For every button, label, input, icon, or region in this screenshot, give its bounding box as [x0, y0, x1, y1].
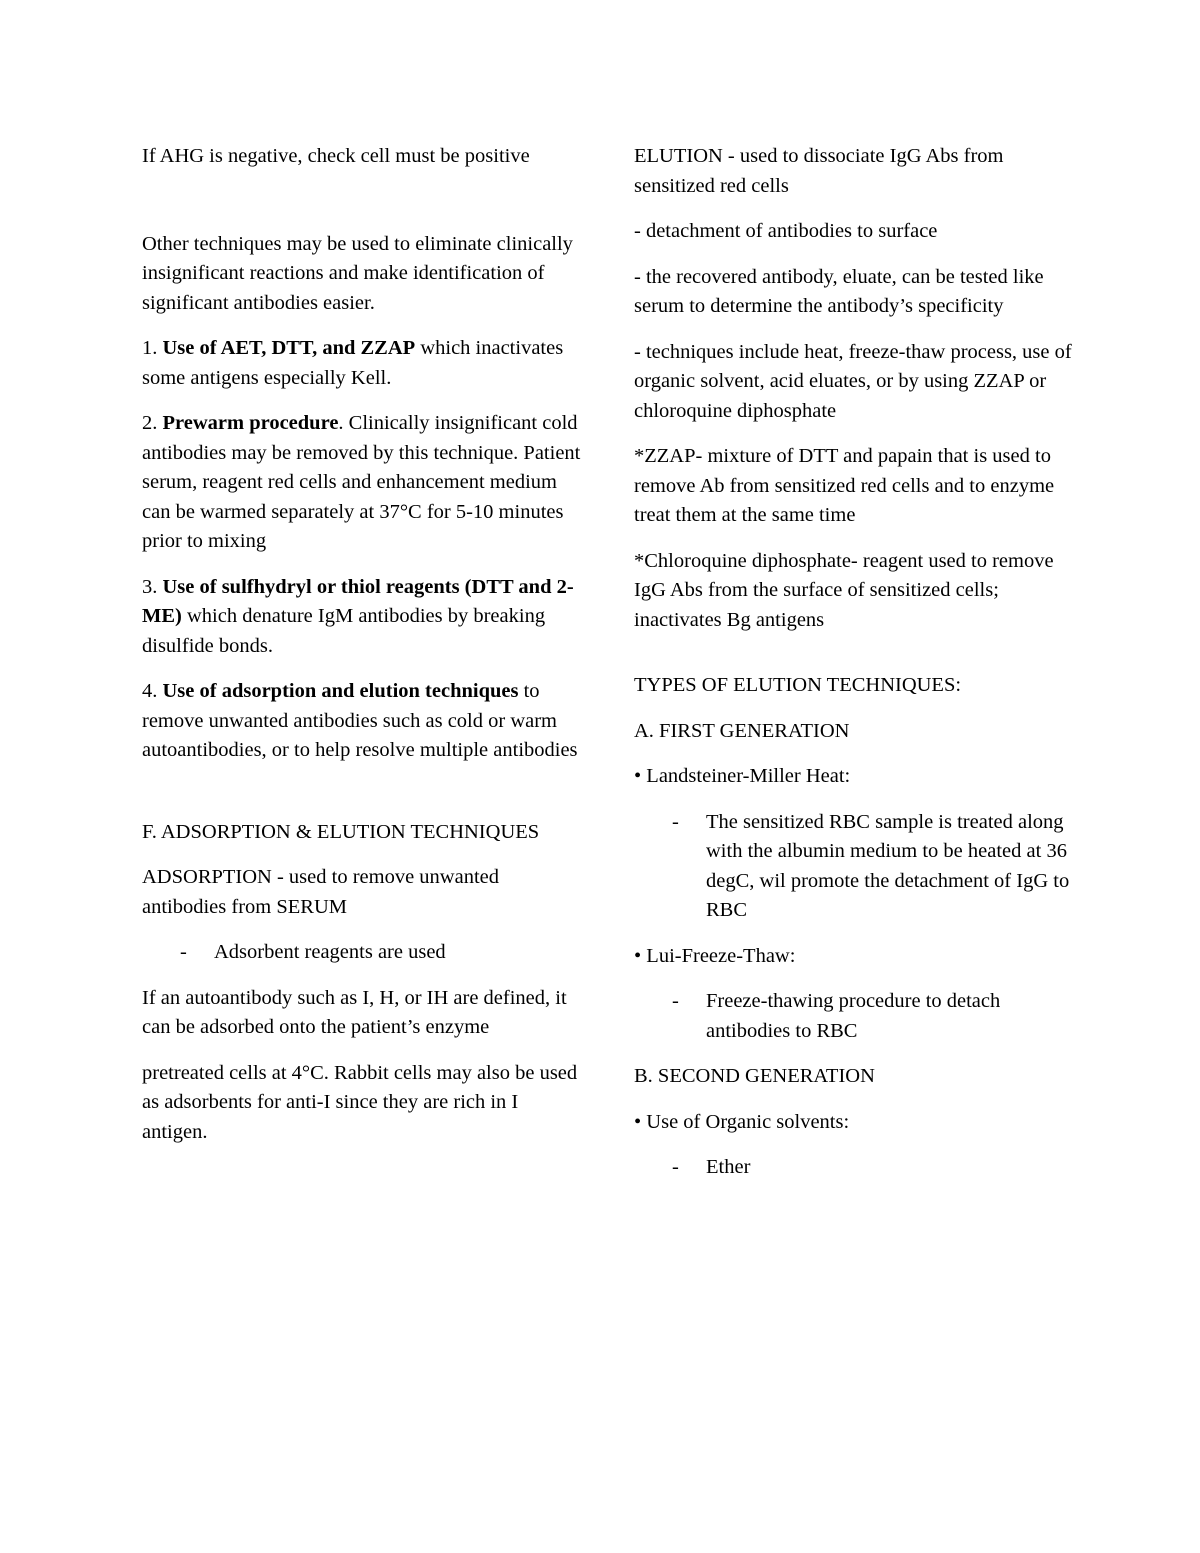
item-bold-title: Use of AET, DTT, and ZZAP [162, 337, 416, 359]
item-description: to remove unwanted antibodies such as cold or warm autoantibodies, or to help resolve multiple antibodies [142, 680, 578, 761]
other-techniques-intro: Other techniques may be used to eliminate clinically insignificant reactions and make identification of significant antibodies easier. [142, 232, 573, 314]
right-column [634, 142, 1074, 1199]
spacer [142, 188, 582, 230]
first-generation-heading: A. FIRST GENERATION [634, 719, 850, 742]
lui-freeze-thaw-item: • Lui-Freeze-Thaw: [634, 944, 796, 967]
zzap-definition: *ZZAP- mixture of DTT and papain that is used to remove Ab from sensitized red cells and to enzyme treat them at the same time [634, 445, 1055, 526]
item-bold-title: Use of sulfhydryl or thiol reagents (DTT and 2-ME) [142, 575, 574, 627]
adsorption-definition: ADSORPTION - used to remove unwanted antibodies from SERUM [142, 866, 499, 918]
item-number: 2. [142, 412, 163, 434]
ahg-check-cell-note: If AHG is negative, check cell must be positive [142, 145, 530, 167]
autoantibody-paragraph: If an autoantibody such as I, H, or IH are defined, it can be adsorbed onto the patient’s enzyme [142, 986, 567, 1038]
item-bold-title: Prewarm procedure [162, 412, 339, 434]
ether-bullet: - Ether [634, 1153, 1074, 1183]
elution-definition: ELUTION - used to dissociate IgG Abs from sensitized red cells [634, 145, 1004, 197]
technique-item-2 [142, 409, 582, 557]
types-heading: TYPES OF ELUTION TECHNIQUES: [634, 674, 962, 696]
landsteiner-miller-item: • Landsteiner-Miller Heat: [634, 765, 851, 787]
organic-solvents-item: • Use of Organic solvents: [634, 1110, 850, 1133]
item-number: 1. [142, 337, 163, 359]
technique-item-1 [142, 334, 582, 393]
lui-freeze-thaw-description: - Freeze-thawing procedure to detach antibodies to RBC [634, 987, 1074, 1046]
technique-item-4 [142, 677, 582, 766]
item-description: which inactivates some antigens especially Kell. [142, 337, 564, 389]
item-number: 4. [142, 680, 163, 702]
spacer [142, 782, 582, 818]
spacer [634, 651, 1074, 671]
second-generation-heading: B. SECOND GENERATION [634, 1065, 875, 1087]
chloroquine-definition: *Chloroquine diphosphate- reagent used to remove IgG Abs from the surface of sensitized cells; inactivates Bg antigens [634, 549, 1054, 631]
elution-note-eluate: - the recovered antibody, eluate, can be tested like serum to determine the antibody’s specificity [634, 265, 1044, 317]
item-description: which denature IgM antibodies by breaking disulfide bonds. [142, 605, 546, 657]
item-number: 3. [142, 575, 163, 598]
elution-note-detachment: - detachment of antibodies to surface [634, 220, 938, 242]
left-column [142, 142, 582, 1163]
pretreated-cells-paragraph: pretreated cells at 4°C. Rabbit cells may also be used as adsorbents for anti-I since they are rich in I antigen. [142, 1061, 578, 1143]
landsteiner-miller-description: - The sensitized RBC sample is treated along with the albumin medium to be heated at 36 degC, wil promote the detachment of IgG to RBC [634, 808, 1074, 926]
item-description: . Clinically insignificant cold antibodies may be removed by this technique. Patient serum, reagent red cells and enhancement medium can be warmed separately at 37°C for 5-10 minutes prior to mixing [142, 412, 581, 552]
item-bold-title: Use of adsorption and elution techniques [162, 680, 519, 702]
technique-item-3 [142, 573, 582, 662]
section-heading: F. ADSORPTION & ELUTION TECHNIQUES [142, 820, 540, 843]
elution-note-techniques: - techniques include heat, freeze-thaw process, use of organic solvent, acid eluates, or by using ZZAP or chloroquine diphosphate [634, 340, 1072, 422]
adsorbent-bullet: - Adsorbent reagents are used [142, 938, 582, 968]
